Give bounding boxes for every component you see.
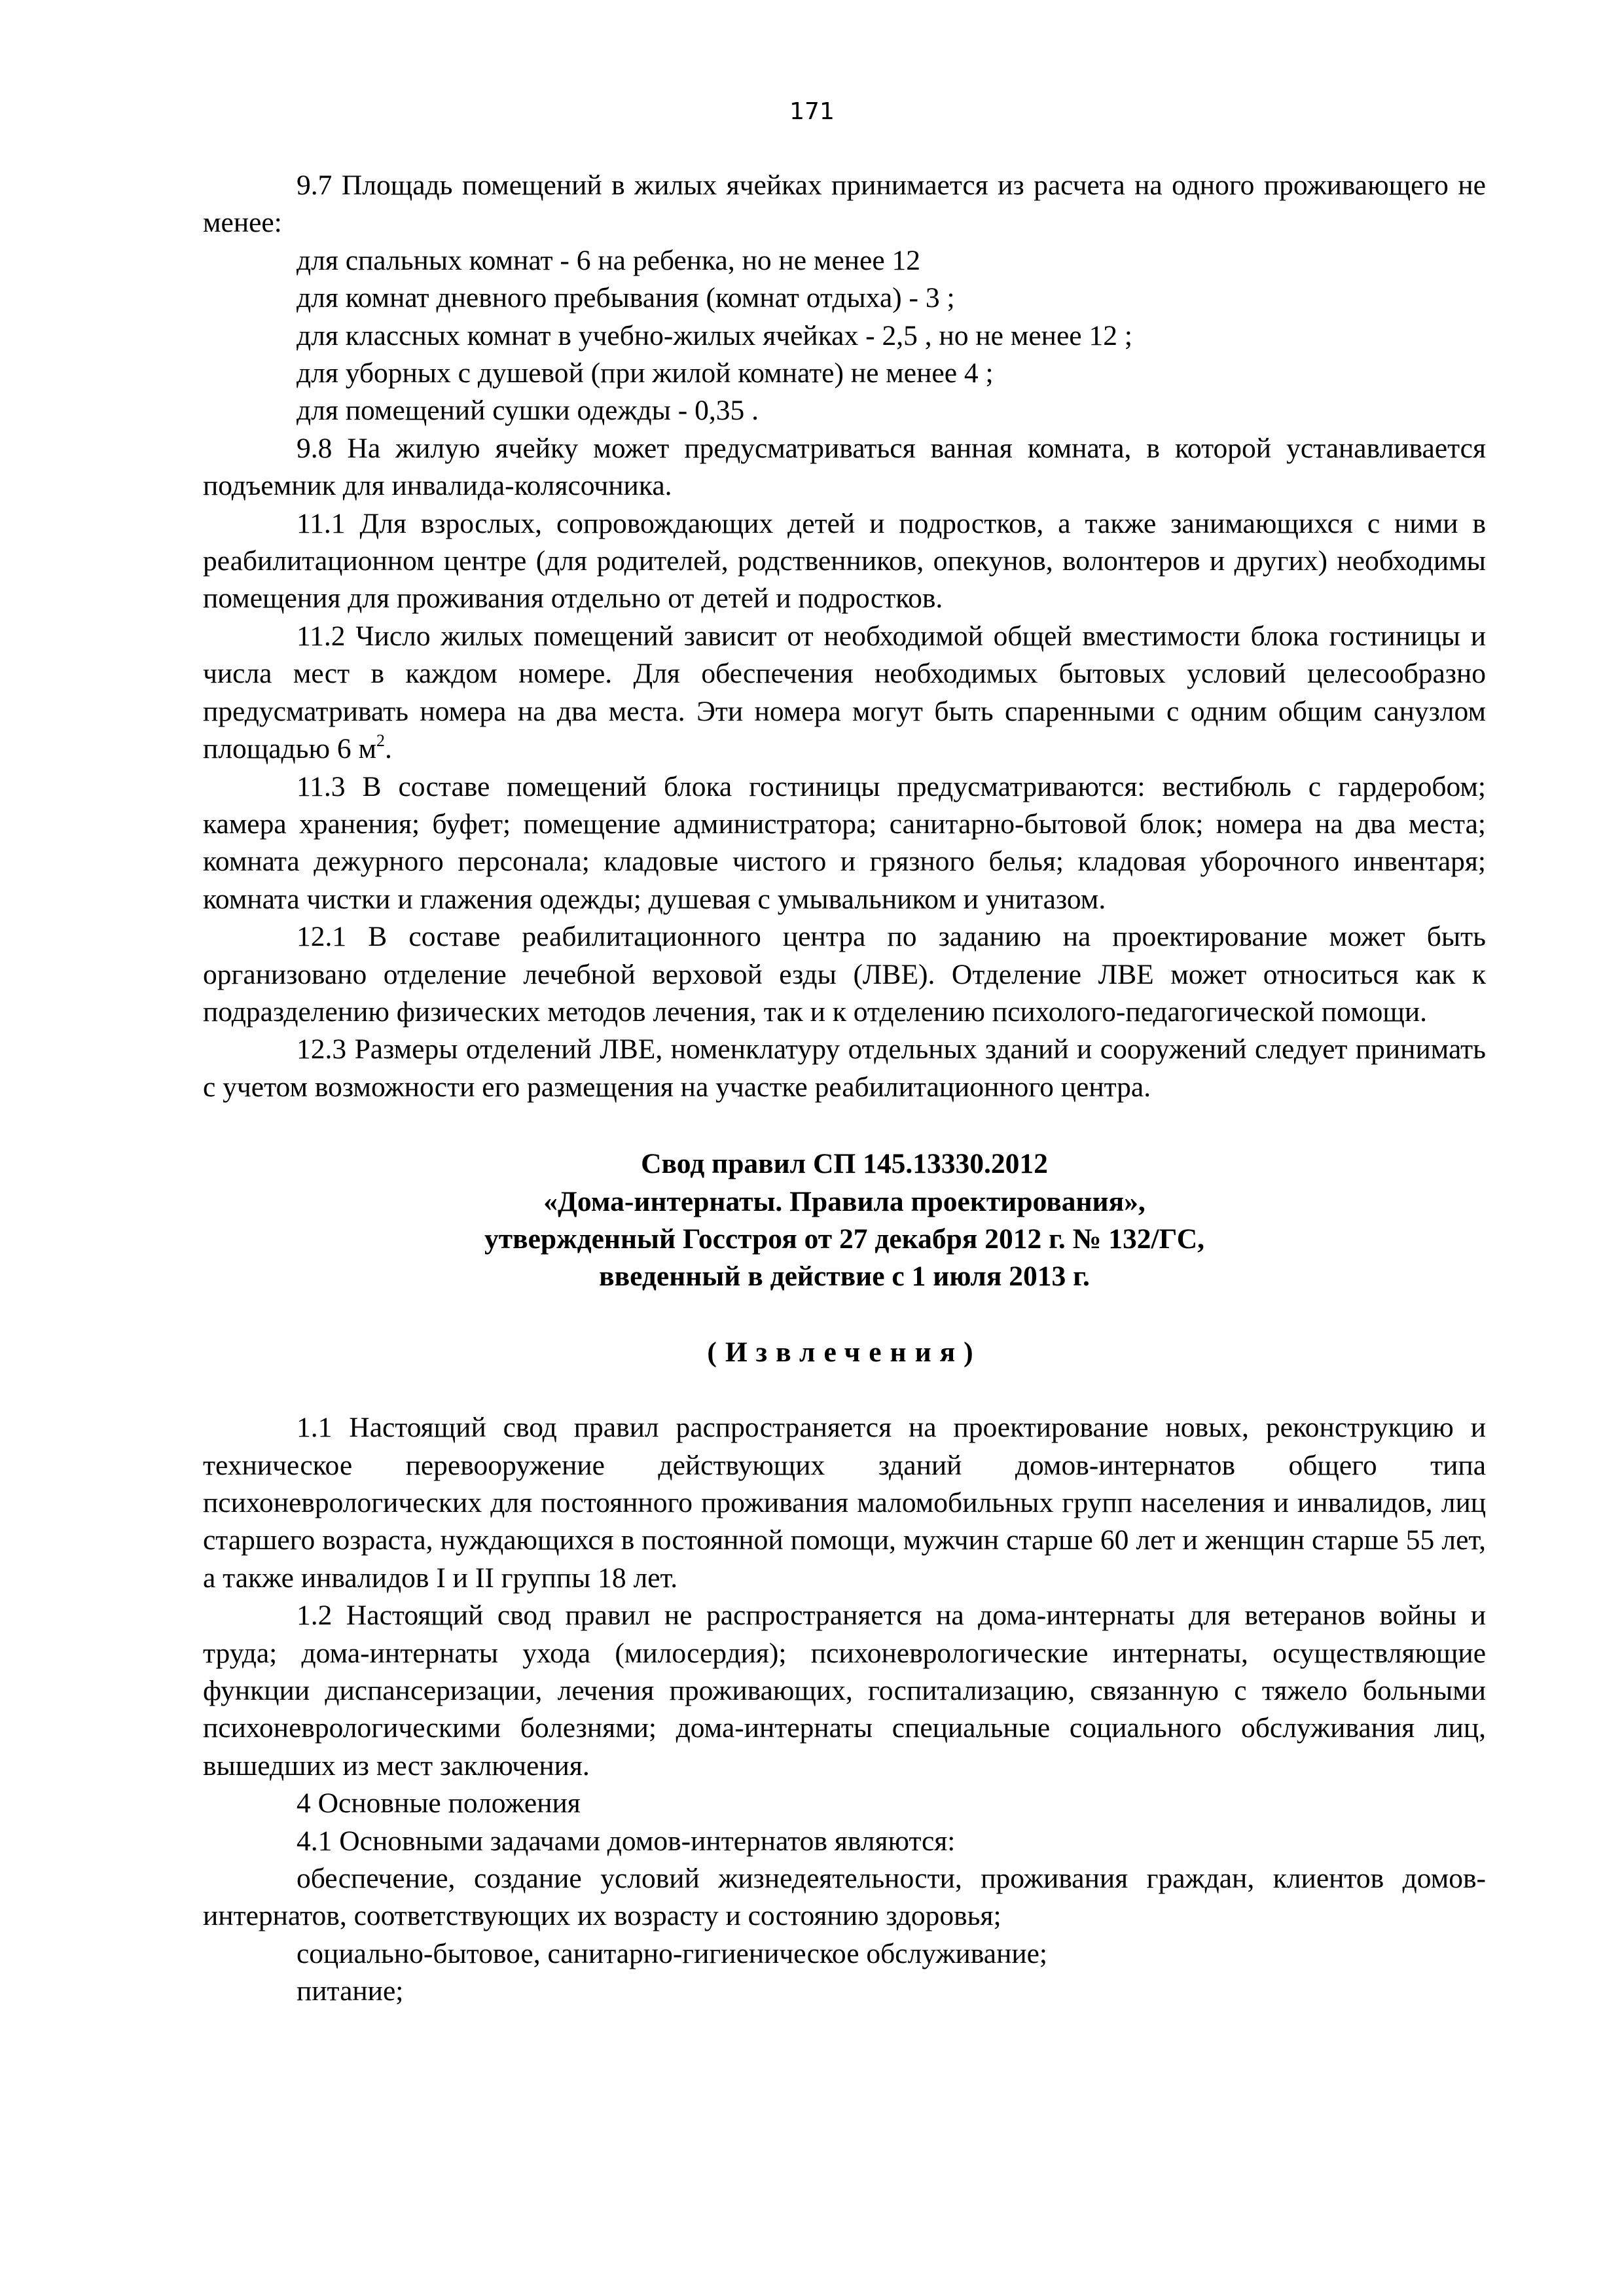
section-heading: 4 Основные положения: [297, 1787, 581, 1820]
paragraph-11-1: 11.1 Для взрослых, сопровождающих детей и подростков, а также занимающихся с ними в реабилитационном центре (для родителей, родственников, опекунов, волонтеров и других) необходимы помещения для проживания отдельно от детей и подростков.: [203, 507, 1486, 615]
page-body: [203, 167, 1486, 2011]
heading-line: введенный в действие с 1 июля 2013 г.: [599, 1261, 1090, 1293]
page-number: 171: [789, 98, 835, 125]
paragraph-1-1: 1.1 Настоящий свод правил распространяется на проектирование новых, реконструкцию и техническое перевооружение действующих зданий домов-интернатов общего типа психоневрологических для постоянного проживания маломобильных групп населения и инвалидов, лиц старшего возраста, нуждающихся в постоянной помощи, мужчин старше 60 лет и женщин старше 55 лет, а также инвалидов I и II группы 18 лет.: [203, 1412, 1486, 1594]
list-item: для уборных с душевой (при жилой комнате) не менее 4 ;: [297, 357, 994, 389]
heading-line: Свод правил СП 145.13330.2012: [641, 1148, 1048, 1180]
paragraph-11-2-text: 11.2 Число жилых помещений зависит от необходимой общей вместимости блока гостиницы и числа мест в каждом номере. Для обеспечения необходимых бытовых условий целесообразно предусматривать номера на два места. Эти номера могут быть спаренными с одним общим санузлом площадью 6 м: [203, 620, 1486, 765]
paragraph-11-3: 11.3 В составе помещений блока гостиницы предусматриваются: вестибюль с гардеробом; камера хранения; буфет; помещение администратора; санитарно-бытовой блок; номера на два места; комната дежурного персонала; кладовые чистого и грязного белья; кладовая уборочного инвентаря; комната чистки и глажения одежды; душевая с умывальником и унитазом.: [203, 770, 1486, 915]
list-item: для комнат дневного пребывания (комнат отдыха) - 3 ;: [297, 282, 955, 314]
list-item: питание;: [297, 1975, 404, 2007]
list-item: социально-бытовое, санитарно-гигиеническое обслуживание;: [297, 1937, 1048, 1969]
heading-line: утвержденный Госстроя от 27 декабря 2012 г. № 132/ГС,: [484, 1223, 1205, 1255]
paragraph-12-3: 12.3 Размеры отделений ЛВЕ, номенклатуру отдельных зданий и сооружений следует принимать с учетом возможности его размещения на участке реабилитационного центра.: [203, 1033, 1486, 1103]
paragraph-9-8: 9.8 На жилую ячейку может предусматриваться ванная комната, в которой устанавливается подъемник для инвалида-колясочника.: [203, 432, 1486, 502]
paragraph-1-2: 1.2 Настоящий свод правил не распространяется на дома-интернаты для ветеранов войны и труда; дома-интернаты ухода (милосердия); психоневрологические интернаты, осуществляющие функции диспансеризации, лечения проживающих, госпитализацию, связанную с тяжело больными психоневрологическими болезнями; дома-интернаты специальные социального обслуживания лиц, вышедших из мест заключения.: [203, 1600, 1486, 1782]
paragraph-12-1: 12.1 В составе реабилитационного центра по заданию на проектирование может быть организовано отделение лечебной верховой езды (ЛВЕ). Отделение ЛВЕ может относиться как к подразделению физических методов лечения, так и к отделению психолого-педагогической помощи.: [203, 921, 1486, 1028]
list-item: для спальных комнат - 6 на ребенка, но не менее 12: [297, 244, 921, 276]
paragraph-11-2: [203, 618, 1486, 768]
paragraph-4-1: 4.1 Основными задачами домов-интернатов являются:: [297, 1825, 956, 1857]
paragraph-9-7: 9.7 Площадь помещений в жилых ячейках принимается из расчета на одного проживающего не менее:: [203, 170, 1486, 239]
list-item: для классных комнат в учебно-жилых ячейках - 2,5 , но не менее 12 ;: [297, 319, 1132, 351]
list-item: для помещений сушки одежды - 0,35 .: [297, 395, 759, 427]
extract-label: (Извлечения): [707, 1336, 982, 1368]
document-heading: [203, 1145, 1486, 1296]
superscript: 2: [376, 731, 386, 751]
paragraph-11-2-tail: .: [385, 733, 392, 765]
heading-line: «Дома-интернаты. Правила проектирования»,: [543, 1185, 1146, 1217]
list-item: обеспечение, создание условий жизнедеятельности, проживания граждан, клиентов домов-интернатов, соответствующих их возрасту и состоянию здоровья;: [203, 1863, 1486, 1932]
